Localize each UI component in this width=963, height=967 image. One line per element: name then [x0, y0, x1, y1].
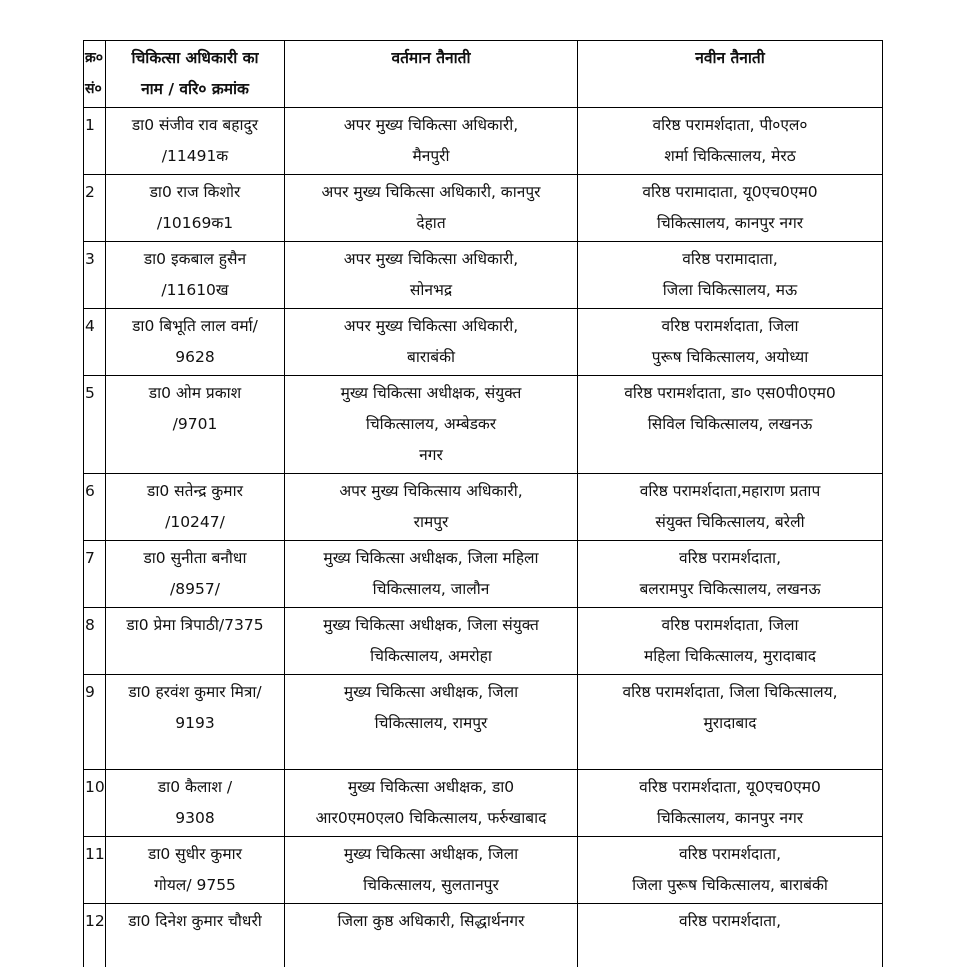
table-row	[84, 175, 883, 242]
new-posting-cell	[578, 175, 883, 242]
new-posting-cell	[578, 608, 883, 675]
new-posting-cell	[578, 376, 883, 474]
new-posting-cell-text: वरिष्ठ परामर्शदाता, बलरामपुर चिकित्सालय, लखनऊ	[639, 549, 821, 598]
table-row	[84, 376, 883, 474]
table-row	[84, 541, 883, 608]
current-posting-cell-text: मुख्य चिकित्सा अधीक्षक, जिला महिला चिकित्सालय, जालौन	[323, 549, 539, 598]
new-posting-cell	[578, 904, 883, 967]
current-posting-cell-text: अपर मुख्य चिकित्साय अधिकारी, रामपुर	[339, 482, 523, 531]
officer-name-cell	[106, 541, 285, 608]
officer-name-cell	[106, 175, 285, 242]
table-row	[84, 770, 883, 837]
new-posting-cell-text: वरिष्ठ परामर्शदाता, जिला पुरूष चिकित्सालय, अयोध्या	[651, 317, 809, 366]
table-row	[84, 904, 883, 967]
serial-cell-text: 1	[85, 116, 95, 134]
serial-cell-text: 7	[85, 549, 95, 567]
serial-cell	[84, 837, 106, 904]
serial-cell	[84, 541, 106, 608]
current-posting-cell-text: अपर मुख्य चिकित्सा अधिकारी, मैनपुरी	[343, 116, 519, 165]
new-posting-cell-text: वरिष्ठ परामर्शदाता, जिला पुरूष चिकित्सालय, बाराबंकी	[632, 845, 828, 894]
new-posting-cell-text: वरिष्ठ परामादाता, यू0एच0एम0 चिकित्सालय, कानपुर नगर	[642, 183, 818, 232]
serial-cell	[84, 376, 106, 474]
table-row	[84, 837, 883, 904]
serial-cell	[84, 175, 106, 242]
serial-cell	[84, 309, 106, 376]
officer-name-cell	[106, 675, 285, 770]
serial-cell-text: 12	[85, 912, 105, 930]
current-posting-cell	[285, 904, 578, 967]
officer-name-cell	[106, 904, 285, 967]
new-posting-cell	[578, 837, 883, 904]
serial-cell-text: 2	[85, 183, 95, 201]
new-posting-cell-text: वरिष्ठ परामर्शदाता, जिला चिकित्सालय, मुरादाबाद	[622, 683, 838, 732]
serial-cell-text: 9	[85, 683, 95, 701]
current-posting-cell	[285, 608, 578, 675]
officer-name-cell-text: डा0 सतेन्द्र कुमार /10247/	[147, 482, 243, 531]
table-row	[84, 474, 883, 541]
current-posting-cell-text: अपर मुख्य चिकित्सा अधिकारी, बाराबंकी	[343, 317, 519, 366]
serial-cell-text: 8	[85, 616, 95, 634]
serial-cell	[84, 474, 106, 541]
new-posting-cell-text: वरिष्ठ परामर्शदाता, डा० एस0पी0एम0 सिविल चिकित्सालय, लखनऊ	[624, 384, 836, 433]
officer-name-cell-text: डा0 संजीव राव बहादुर /11491क	[131, 116, 259, 165]
new-posting-cell	[578, 541, 883, 608]
officer-name-cell	[106, 837, 285, 904]
current-posting-cell-text: मुख्य चिकित्सा अधीक्षक, जिला चिकित्सालय, सुलतानपुर	[343, 845, 519, 894]
officer-name-cell	[106, 242, 285, 309]
new-posting-cell	[578, 242, 883, 309]
officer-name-cell-text: डा0 प्रेमा त्रिपाठी/7375	[126, 616, 264, 634]
new-posting-cell-text: वरिष्ठ परामर्शदाता,	[678, 912, 782, 930]
header-current-posting: वर्तमान तैनाती	[285, 41, 578, 108]
serial-cell	[84, 242, 106, 309]
table-row	[84, 242, 883, 309]
new-posting-cell	[578, 675, 883, 770]
serial-cell	[84, 770, 106, 837]
new-posting-cell-text: वरिष्ठ परामर्शदाता,महाराण प्रताप संयुक्त चिकित्सालय, बरेली	[639, 482, 821, 531]
table-row	[84, 309, 883, 376]
officer-name-cell-text: डा0 हरवंश कुमार मित्रा/ 9193	[128, 683, 262, 732]
officer-name-cell-text: डा0 दिनेश कुमार चौधरी	[128, 912, 262, 930]
current-posting-cell-text: मुख्य चिकित्सा अधीक्षक, संयुक्त चिकित्सालय, अम्बेडकर नगर	[340, 384, 522, 464]
officer-name-cell-text: डा0 राज किशोर /10169क1	[149, 183, 241, 232]
table-row	[84, 108, 883, 175]
serial-cell	[84, 108, 106, 175]
officer-name-cell	[106, 770, 285, 837]
serial-cell-text: 10	[85, 778, 105, 796]
current-posting-cell	[285, 770, 578, 837]
current-posting-cell-text: अपर मुख्य चिकित्सा अधिकारी, कानपुर देहात	[321, 183, 541, 232]
officer-name-cell	[106, 608, 285, 675]
header-name: चिकित्सा अधिकारी का नाम / वरि० क्रमांक	[106, 41, 285, 108]
serial-cell	[84, 904, 106, 967]
serial-cell-text: 11	[85, 845, 105, 863]
table-body	[84, 108, 883, 967]
transfer-table	[83, 40, 883, 967]
officer-name-cell	[106, 108, 285, 175]
officer-name-cell-text: डा0 सुधीर कुमार गोयल/ 9755	[148, 845, 242, 894]
table-row	[84, 675, 883, 770]
officer-name-cell	[106, 474, 285, 541]
current-posting-cell	[285, 837, 578, 904]
serial-cell	[84, 675, 106, 770]
new-posting-cell	[578, 770, 883, 837]
officer-name-cell-text: डा0 इकबाल हुसैन /11610ख	[143, 250, 247, 299]
header-serial: क्र० सं०	[84, 41, 106, 108]
officer-name-cell	[106, 376, 285, 474]
header-new-posting: नवीन तैनाती	[578, 41, 883, 108]
new-posting-cell-text: वरिष्ठ परामर्शदाता, यू0एच0एम0 चिकित्सालय, कानपुर नगर	[639, 778, 821, 827]
officer-name-cell-text: डा0 बिभूति लाल वर्मा/ 9628	[132, 317, 258, 366]
current-posting-cell	[285, 675, 578, 770]
officer-name-cell	[106, 309, 285, 376]
new-posting-cell-text: वरिष्ठ परामर्शदाता, जिला महिला चिकित्सालय, मुरादाबाद	[644, 616, 816, 665]
current-posting-cell-text: अपर मुख्य चिकित्सा अधिकारी, सोनभद्र	[343, 250, 519, 299]
current-posting-cell	[285, 108, 578, 175]
new-posting-cell-text: वरिष्ठ परामर्शदाता, पी०एल० शर्मा चिकित्सालय, मेरठ	[652, 116, 808, 165]
serial-cell-text: 3	[85, 250, 95, 268]
officer-name-cell-text: डा0 ओम प्रकाश /9701	[148, 384, 242, 433]
current-posting-cell-text: मुख्य चिकित्सा अधीक्षक, जिला चिकित्सालय, रामपुर	[343, 683, 519, 732]
officer-name-cell-text: डा0 सुनीता बनौधा /8957/	[143, 549, 247, 598]
current-posting-cell-text: मुख्य चिकित्सा अधीक्षक, जिला संयुक्त चिकित्सालय, अमरोहा	[323, 616, 539, 665]
current-posting-cell	[285, 541, 578, 608]
serial-cell	[84, 608, 106, 675]
new-posting-cell	[578, 474, 883, 541]
new-posting-cell-text: वरिष्ठ परामादाता, जिला चिकित्सालय, मऊ	[662, 250, 798, 299]
table-row	[84, 608, 883, 675]
current-posting-cell	[285, 376, 578, 474]
current-posting-cell	[285, 309, 578, 376]
current-posting-cell-text: मुख्य चिकित्सा अधीक्षक, डा0 आर0एम0एल0 चिकित्सालय, फर्रुखाबाद	[315, 778, 547, 827]
serial-cell-text: 6	[85, 482, 95, 500]
current-posting-cell	[285, 175, 578, 242]
serial-cell-text: 4	[85, 317, 95, 335]
current-posting-cell	[285, 242, 578, 309]
new-posting-cell	[578, 309, 883, 376]
serial-cell-text: 5	[85, 384, 95, 402]
officer-name-cell-text: डा0 कैलाश / 9308	[157, 778, 233, 827]
current-posting-cell	[285, 474, 578, 541]
table-header-row	[84, 41, 883, 108]
new-posting-cell	[578, 108, 883, 175]
current-posting-cell-text: जिला कुष्ठ अधिकारी, सिद्धार्थनगर	[337, 912, 525, 930]
